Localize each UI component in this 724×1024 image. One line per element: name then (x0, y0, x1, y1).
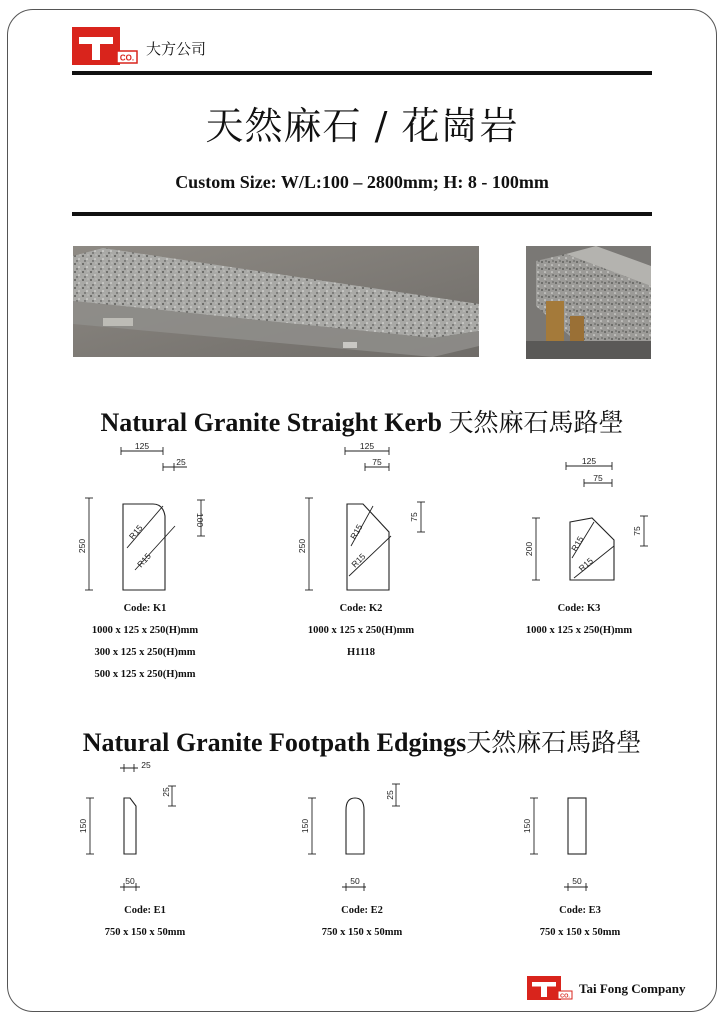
e2-width-label: 50 (350, 876, 360, 886)
k3-radius-2: R15 (576, 555, 595, 574)
kerb-section-title (0, 403, 724, 439)
k3-height-label: 200 (524, 541, 534, 557)
page-title: 天然麻石 / 花崗岩 (205, 104, 519, 148)
edging-title-english: Natural Granite Footpath Edgings (82, 728, 467, 757)
kerb-k1-size-1: 1000 x 125 x 250(H)mm (91, 625, 199, 636)
kerb-title-chinese: 天然麻石馬路壆 (448, 408, 624, 437)
k3-radius-1: R15 (569, 534, 586, 553)
k3-side-label: 75 (632, 526, 642, 536)
k2-radius-2: R15 (349, 551, 368, 570)
kerb-k3-code: Code: K3 (557, 603, 601, 614)
kerb-photo-small (526, 246, 651, 359)
edging-e3-code: Code: E3 (559, 905, 601, 916)
edging-e1-size: 750 x 150 x 50mm (104, 927, 186, 938)
edging-e3-size: 750 x 150 x 50mm (539, 927, 621, 938)
edging-e1-drawing (76, 756, 206, 892)
kerb-k2-spec (261, 598, 461, 664)
k2-top-label: 75 (372, 457, 382, 467)
edging-e1-spec (45, 900, 245, 944)
kerb-k3-size-1: 1000 x 125 x 250(H)mm (525, 625, 633, 636)
kerb-k1-size-3: 500 x 125 x 250(H)mm (94, 669, 196, 680)
footer-logo (527, 976, 573, 1000)
e1-width-label: 50 (125, 876, 135, 886)
edging-section-title (0, 723, 724, 759)
edging-title-chinese: 天然麻石馬路壆 (466, 728, 642, 757)
kerb-k3-spec (479, 598, 679, 642)
size-subtitle: Custom Size: W/L:100 – 2800mm; H: 8 - 100mm (175, 172, 549, 192)
k1-radius-1: R15 (126, 522, 145, 542)
kerb-k1-spec (45, 598, 245, 686)
edging-e1-code: Code: E1 (124, 905, 166, 916)
k1-height-label: 250 (77, 538, 87, 554)
e1-side-label: 25 (161, 787, 171, 797)
edging-e2-size: 750 x 150 x 50mm (321, 927, 403, 938)
footer-company-name: Tai Fong Company (579, 981, 686, 996)
edging-e3-drawing (516, 756, 626, 892)
k1-top-label: 25 (176, 457, 186, 467)
company-logo (72, 27, 138, 65)
k2-radius-1: R15 (348, 522, 365, 541)
k2-side-label: 75 (409, 512, 419, 522)
edging-e2-code: Code: E2 (341, 905, 383, 916)
k3-width-label: 125 (581, 456, 597, 466)
second-divider (72, 212, 652, 216)
footer-logo-co-text: CO. (560, 993, 570, 1000)
e3-width-label: 50 (572, 876, 582, 886)
kerb-k2-size-1: 1000 x 125 x 250(H)mm (307, 625, 415, 636)
k1-side-label: 100 (195, 512, 205, 528)
kerb-k3-drawing (512, 450, 662, 600)
edging-e2-drawing (296, 756, 426, 892)
e3-height-label: 150 (522, 818, 532, 834)
kerb-k1-drawing (75, 440, 225, 600)
kerb-k2-drawing (293, 440, 443, 600)
k2-height-label: 250 (297, 538, 307, 554)
company-name-chinese: 大方公司 (146, 40, 207, 58)
k1-radius-2: R15 (135, 551, 153, 570)
top-divider (72, 71, 652, 75)
logo-co-text: CO. (119, 53, 135, 63)
kerb-k2-code: Code: K2 (339, 603, 383, 614)
kerb-photo-large (73, 246, 479, 357)
k3-top-label: 75 (593, 473, 603, 483)
e2-height-label: 150 (300, 818, 310, 834)
k2-width-label: 125 (359, 441, 375, 451)
kerb-k1-size-2: 300 x 125 x 250(H)mm (94, 647, 196, 658)
kerb-title-english: Natural Granite Straight Kerb (100, 408, 449, 437)
edging-e3-spec (480, 900, 680, 944)
e1-top-label: 25 (141, 760, 151, 770)
e1-height-label: 150 (78, 818, 88, 834)
edging-e2-spec (262, 900, 462, 944)
kerb-k1-code: Code: K1 (123, 603, 167, 614)
k1-width-label: 125 (134, 441, 150, 451)
e2-side-label: 25 (385, 790, 395, 800)
kerb-k2-size-2: H1118 (346, 647, 375, 658)
